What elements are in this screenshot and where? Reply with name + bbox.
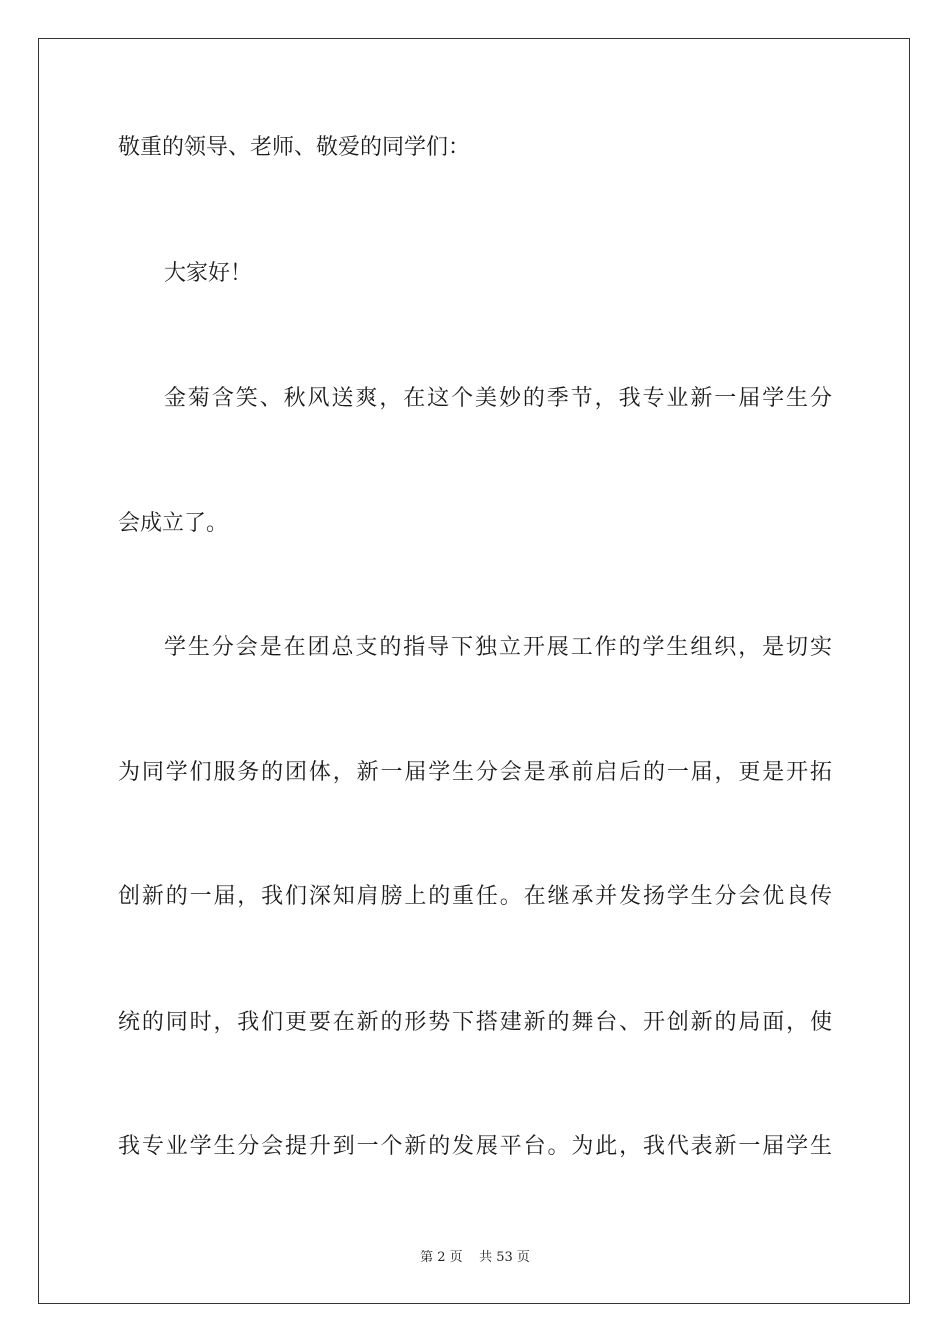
page-border: [38, 38, 910, 1304]
greeting: 大家好！: [164, 261, 253, 286]
paragraph-1-line-2: 会成立了。: [118, 511, 229, 536]
paragraph-2-line-4: 统的同时，我们更要在新的形势下搭建新的舞台、开创新的局面，使: [118, 1010, 832, 1035]
paragraph-2-line-5: 我专业学生分会提升到一个新的发展平台。为此，我代表新一届学生: [118, 1134, 832, 1159]
paragraph-2-line-3: 创新的一届，我们深知肩膀上的重任。在继承并发扬学生分会优良传: [118, 884, 832, 909]
paragraph-2-line-2: 为同学们服务的团体，新一届学生分会是承前启后的一届，更是开拓: [118, 760, 832, 785]
paragraph-1-line-1: 金菊含笑、秋风送爽，在这个美妙的季节，我专业新一届学生分: [164, 386, 832, 411]
salutation: 敬重的领导、老师、敬爱的同学们：: [118, 135, 471, 160]
paragraph-2-line-1: 学生分会是在团总支的指导下独立开展工作的学生组织，是切实: [164, 635, 832, 660]
page-number-footer: 第 2 页 共 53 页: [420, 1250, 530, 1265]
